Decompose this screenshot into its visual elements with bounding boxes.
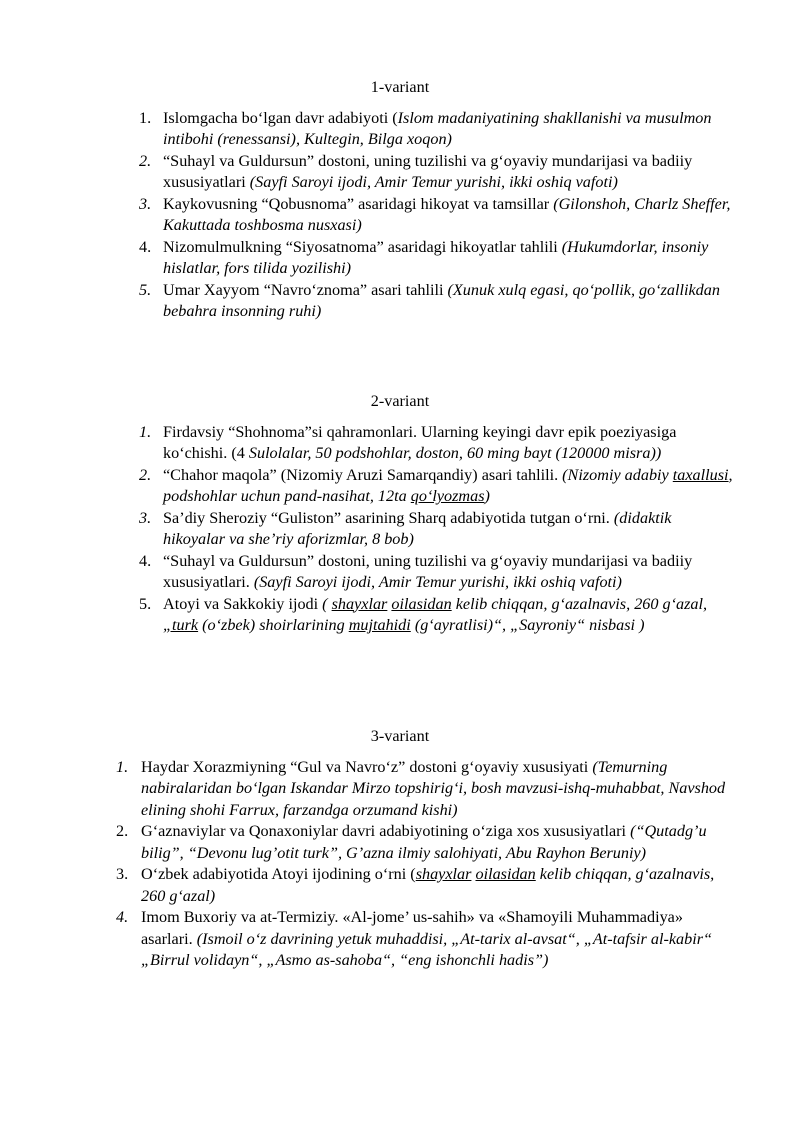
variant-3-section xyxy=(0,726,800,972)
variant-title: 1-variant xyxy=(370,78,430,96)
variant-title: 3-variant xyxy=(370,727,430,745)
item-note: (o‘zbek) shoirlarining xyxy=(198,616,349,634)
question-item xyxy=(0,864,733,907)
underlined-term: mujtahidi xyxy=(348,616,411,634)
item-note: (Hukumdorlar, insoniy hislatlar, fors tilida yozilishi) xyxy=(163,237,709,277)
item-note: (Gilonshoh, Charlz Sheffer, Kakuttada toshbosma nusxasi) xyxy=(163,194,731,234)
item-note: Sulolalar, 50 podshohlar, doston, 60 ming bayt (120000 misra)) xyxy=(248,444,662,462)
item-note: , podshohlar uchun pand-nasihat, 12ta xyxy=(163,465,733,505)
item-note: Islom madaniyatining shakllanishi va musulmon intibohi (renessansi), Kultegin, Bilga xoqon) xyxy=(163,108,712,148)
question-item xyxy=(0,280,733,323)
item-number: 4. xyxy=(139,551,152,570)
item-note: (g‘ayratlisi)“, „Sayroniy“ nisbasi ) xyxy=(410,616,645,634)
item-number: 2. xyxy=(116,822,129,840)
item-number: 3. xyxy=(139,194,152,213)
item-text: Sa’diy Sheroziy “Guliston” asarining Sharq adabiyotida tutgan o‘rni. xyxy=(163,508,614,527)
variant-title: 2-variant xyxy=(370,392,430,410)
item-text: “Suhayl va Guldursun” dostoni, uning tuzilishi va g‘oyaviy mundarijasi va badiiy xususiyatlari. xyxy=(163,551,693,591)
item-text: Nizomulmulkning “Siyosatnoma” asaridagi hikoyatlar tahlili xyxy=(163,237,562,256)
item-number: 3. xyxy=(139,508,152,527)
item-text: Umar Xayyom “Navro‘znoma” asari tahlili xyxy=(163,280,448,299)
question-list xyxy=(0,422,800,637)
item-number: 4. xyxy=(139,237,152,256)
item-number: 1. xyxy=(139,108,152,127)
question-list xyxy=(0,757,800,972)
underlined-term: shayxlar xyxy=(331,594,388,613)
question-item xyxy=(0,237,733,280)
item-note: (Nizomiy adabiy xyxy=(562,465,673,484)
item-number: 5. xyxy=(139,280,152,299)
item-text: G‘aznaviylar va Qonaxoniylar davri adabiyotining o‘ziga xos xususiyatlari xyxy=(141,822,631,840)
item-number: 4. xyxy=(116,908,129,926)
item-number: 2. xyxy=(139,465,152,484)
item-number: 5. xyxy=(139,594,152,613)
item-note: (Ismoil o‘z davrining yetuk muhaddisi, „At-tarix al-avsat“, „At-tafsir al-kabir“ „Birrul volidayn“, „Asmo as-sahoba“, “eng ishonchli hadis”) xyxy=(141,929,713,969)
question-item xyxy=(0,757,733,822)
item-text: “Suhayl va Guldursun” dostoni, uning tuzilishi va g‘oyaviy mundarijasi va badiiy xususiyatlari xyxy=(163,151,693,191)
item-number: 1. xyxy=(139,422,152,441)
variant-1-section xyxy=(0,77,800,323)
item-note: (didaktik hikoyalar va she’riy aforizmlar, 8 bob) xyxy=(163,508,672,548)
item-number: 3. xyxy=(116,865,129,883)
item-note: ( xyxy=(322,594,332,613)
item-note: (Temurning nabiralaridan bo‘lgan Iskandar Mirzo topshirig‘i, bosh mavzusi-ishq-muhabbat, Navshod elining shohi Farrux, farzandga orzumand kishi) xyxy=(141,757,726,819)
item-text: O‘zbek adabiyotida Atoyi ijodining o‘rni ( xyxy=(141,865,416,883)
item-note: (Xunuk xulq egasi, qo‘pollik, go‘zallikdan bebahra insonning ruhi) xyxy=(163,280,720,320)
question-item xyxy=(0,594,733,637)
question-item xyxy=(0,465,733,508)
item-text: Islomgacha bo‘lgan davr adabiyoti ( xyxy=(163,108,398,127)
underlined-term: taxallusi xyxy=(672,465,729,484)
item-number: 2. xyxy=(139,151,152,170)
item-note: kelib chiqqan, g‘azalnavis, 260 g‘azal, xyxy=(451,594,708,613)
question-item xyxy=(0,551,733,594)
underlined-term: oilasidan xyxy=(391,594,452,613)
item-text: Imom Buxoriy va at-Termiziy. «Al-jome’ us-sahih» va «Shamoyili Muhammadiya» asarlari. xyxy=(141,908,683,948)
item-text: Atoyi va Sakkokiy ijodi xyxy=(163,594,323,613)
underlined-term: qo‘lyozmas xyxy=(410,487,485,505)
item-note: kelib chiqqan, g‘azalnavis, 260 g‘azal) xyxy=(141,865,715,905)
item-text: “Chahor maqola” (Nizomiy Aruzi Samarqandiy) asari tahlili. xyxy=(163,465,563,484)
underlined-term: „turk xyxy=(163,616,199,634)
question-list xyxy=(0,108,800,323)
underlined-term: shayxlar xyxy=(415,865,472,883)
question-item xyxy=(0,151,733,194)
item-note: (“Qutadg’u bilig”, “Devonu lug’otit turk”, G’azna ilmiy salohiyati, Abu Rayhon Beruniy) xyxy=(141,822,707,862)
item-note: ) xyxy=(484,487,490,505)
question-item xyxy=(0,194,733,237)
item-text: Firdavsiy “Shohnoma”si qahramonlari. Ularning keyingi davr epik poeziyasiga ko‘chishi. (4 xyxy=(163,422,677,462)
item-text: Kaykovusning “Qobusnoma” asaridagi hikoyat va tamsillar xyxy=(163,194,554,213)
item-text: Haydar Xorazmiyning “Gul va Navro‘z” dostoni g‘oyaviy xususiyati xyxy=(141,757,593,776)
underlined-term: oilasidan xyxy=(475,865,536,883)
question-item xyxy=(0,821,733,864)
question-item xyxy=(0,422,733,465)
question-item xyxy=(0,907,733,972)
item-note: (Sayfi Saroyi ijodi, Amir Temur yurishi, ikki oshiq vafoti) xyxy=(249,173,618,191)
item-number: 1. xyxy=(116,757,129,776)
question-item xyxy=(0,108,733,151)
variant-2-section xyxy=(0,391,800,637)
question-item xyxy=(0,508,733,551)
item-note: (Sayfi Saroyi ijodi, Amir Temur yurishi, ikki oshiq vafoti) xyxy=(253,573,622,591)
